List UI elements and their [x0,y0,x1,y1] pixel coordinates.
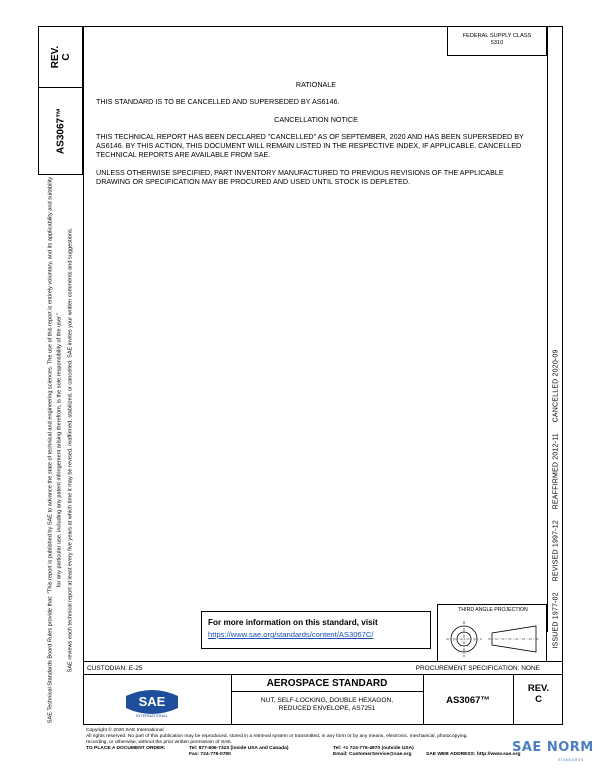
footer-rights: All rights reserved. No part of this publication may be reproduced, stored in a retrieval system or transmitted, in any form or by any means, electronic, mechanical, photocopying, [86,734,468,739]
cancellation-heading: CANCELLATION NOTICE [274,114,358,124]
footer-rights2: recording, or otherwise, without the prior written permission of SAE. [86,740,232,745]
title-divider-horizontal [231,691,423,692]
history-strip [547,26,563,649]
inventory-text: UNLESS OTHERWISE SPECIFIED, PART INVENTORY MANUFACTURED TO PREVIOUS REVISIONS OF THE APPLICABLE DRAWING OR SPECIFICATION MAY BE PROCURED AND USED UNTIL STOCK IS DEPLETED. [96,167,504,187]
federal-supply-label: FEDERAL SUPPLY CLASS [462,33,532,39]
footer-fax: Fax: 724-776-0790 [189,752,231,757]
standard-link[interactable]: https://www.sae.org/standards/content/AS3067C/ [208,630,374,639]
side-note-line1: SAE Technical Standards Board Rules provide that: "This report is published by SAE to advance the state of technical and engineering sciences. The use of this report is entirely voluntary, and its applicability and suitability for any particular use, including any patent infringement arising therefrom, is the sole responsibility of the user." [47,176,62,724]
revision-letter: C [535,694,542,705]
custodian-label: CUSTODIAN: E-25 [87,665,143,672]
custodian-row [83,662,563,675]
side-note-line2: SAE reviews each technical report at least every five years at which time it may be revised, reaffirmed, stabilized, or cancelled. SAE invites your written comments and suggestions. [67,227,73,673]
side-rev-letter: C [60,53,72,61]
title-block [83,675,563,725]
revision-block [513,683,564,705]
document-title [231,697,423,713]
side-notes-text [46,176,75,724]
document-title-line2: REDUCED ENVELOPE, AS7251 [278,705,376,712]
logo-text: SAE [138,694,166,709]
document-title-line1: NUT, SELF-LOCKING, DOUBLE HEXAGON, [260,697,394,704]
third-angle-projection-box [437,604,547,662]
side-doc-number: AS3067™ [55,107,66,155]
side-doc-number-box [38,88,83,175]
procurement-label: PROCUREMENT SPECIFICATION: NONE [415,665,540,672]
side-rev-label [50,46,72,68]
rationale-heading: RATIONALE [295,80,337,89]
projection-symbol-icon [446,621,542,657]
footer-copyright: Copyright © 2020 SAE International [86,728,164,733]
federal-supply-value: 5310 [490,40,504,46]
cancellation-text: THIS TECHNICAL REPORT HAS BEEN DECLARED "CANCELLED" AS OF SEPTEMBER, 2020 AND HAS BEEN SUPERSEDED BY AS6146. BY THIS ACTION, THIS DOCUMENT WILL REMAIN LISTED IN THE RESPECTIVE INDEX, IF APPLICABLE. CANCELLED TECHNICAL REPORTS ARE AVAILABLE FROM SAE. [96,131,524,160]
side-notes [38,175,83,725]
federal-supply-class-box [447,26,547,56]
logo-subtext: INTERNATIONAL [136,713,168,718]
footer-tel1: Tel: 877-606-7323 (inside USA and Canada) [189,746,289,751]
history-text: ISSUED 1977-02 REVISED 1997-12 REAFFIRMED 2012-11 CANCELLED 2020-09 [552,349,559,649]
revision-label: REV. [527,683,550,694]
standard-type: AEROSPACE STANDARD [266,678,388,689]
body-content [96,80,536,186]
footer-email: Email: CustomerService@sae.org [333,752,412,757]
projection-label: THIRD ANGLE PROJECTION [458,607,528,613]
footer-order-label: TO PLACE A DOCUMENT ORDER: [86,746,166,751]
sae-logo-icon [122,684,182,718]
side-rev-box [38,26,83,88]
watermark [486,740,600,770]
footer-tel2: Tel: +1 724-776-4970 (outside USA) [333,746,414,751]
more-info-box [201,611,431,649]
rationale-text: THIS STANDARD IS TO BE CANCELLED AND SUPERSEDED BY AS6146. [96,97,340,107]
document-number: AS3067™ [446,695,490,706]
footer-web: SAE WEB ADDRESS: http://www.sae.org [426,752,521,757]
more-info-title: For more information on this standard, visit [208,618,378,627]
side-rev-text: REV. [49,45,61,69]
watermark-subtext: STANDARDS [558,758,584,762]
watermark-text: SAE NORM [512,740,594,755]
